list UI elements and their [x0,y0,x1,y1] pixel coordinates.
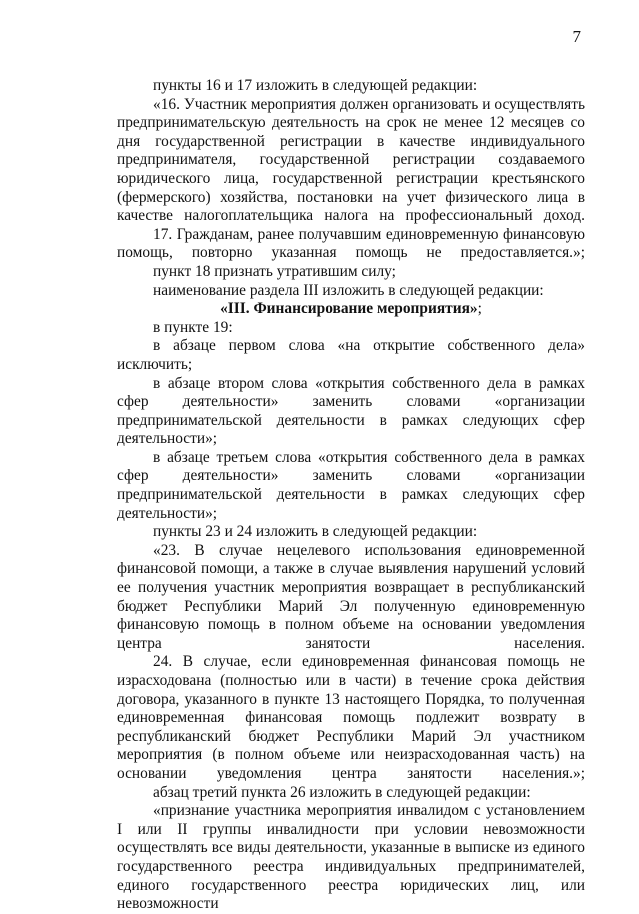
paragraph-7: в абзаце первом слова «на открытие собственного дела» исключить; [117,337,585,373]
paragraph-12: 24. В случае, если единовременная финансовая помощь не израсходована (полностью или в части) в течение срока действия договора, указанного в пункте 13 настоящего Порядка, то полученная единовременная финансовая помощь подлежит возврату в республиканский бюджет Республики Марий Эл участником мероприятия (в полном объеме или неизрасходованная часть) на основании уведомления центра занятости населения.»; [117,653,585,782]
paragraph-9: в абзаце третьем слова «открытия собственного дела в рамках сфер деятельности» заменить словами «организации предпринимательской деятельности в рамках следующих сфер деятельности»; [117,448,585,522]
document-body [117,77,585,914]
paragraph-1: пункты 16 и 17 изложить в следующей редакции: [153,77,478,94]
section-heading [117,300,585,319]
paragraph-5: наименование раздела III изложить в следующей редакции: [153,281,544,299]
section-heading-title: «III. Финансирование мероприятия» [220,300,478,318]
paragraph-10: пункты 23 и 24 изложить в следующей редакции: [153,523,478,541]
paragraph-8: в абзаце втором слова «открытия собственного дела в рамках сфер деятельности» заменить словами «организации предпринимательской деятельности в рамках следующих сфер деятельности»; [117,374,585,448]
paragraph-4: пункт 18 признать утратившим силу; [153,262,396,280]
paragraph-3: 17. Гражданам, ранее получавшим единовременную финансовую помощь, повторно указанная помощь не предоставляется.»; [117,225,585,262]
paragraph-14: «признание участника мероприятия инвалидом с установлением I или II группы инвалидности при условии невозможности осуществлять все виды деятельности, указанные в выписке из единого государственного реестра индивидуальных предпринимателей, единого государственного реестра юридических лиц, или невозможности [117,802,585,913]
page-number: 7 [572,27,581,46]
paragraph-6: в пункте 19: [153,318,233,336]
paragraph-11: «23. В случае нецелевого использования единовременной финансовой помощи, а также в случае выявления нарушений условий ее получения участник мероприятия возвращает в республиканский бюджет Республики Марий Эл полученную единовременную финансовую помощь в полном объеме на основании уведомления центра занятости населения. [117,541,585,652]
section-heading-suffix: ; [477,300,482,318]
paragraph-13: абзац третий пункта 26 изложить в следующей редакции: [153,783,531,801]
paragraph-2: «16. Участник мероприятия должен организовать и осуществлять предпринимательскую деятельность на срок не менее 12 месяцев со дня государственной регистрации в качестве индивидуального предпринимателя, государственной регистрации создаваемого юридического лица, государственной регистрации крестьянского (фермерского) хозяйства, постановки на учет физического лица в качестве налогоплательщика налога на профессиональный доход. [117,95,585,225]
